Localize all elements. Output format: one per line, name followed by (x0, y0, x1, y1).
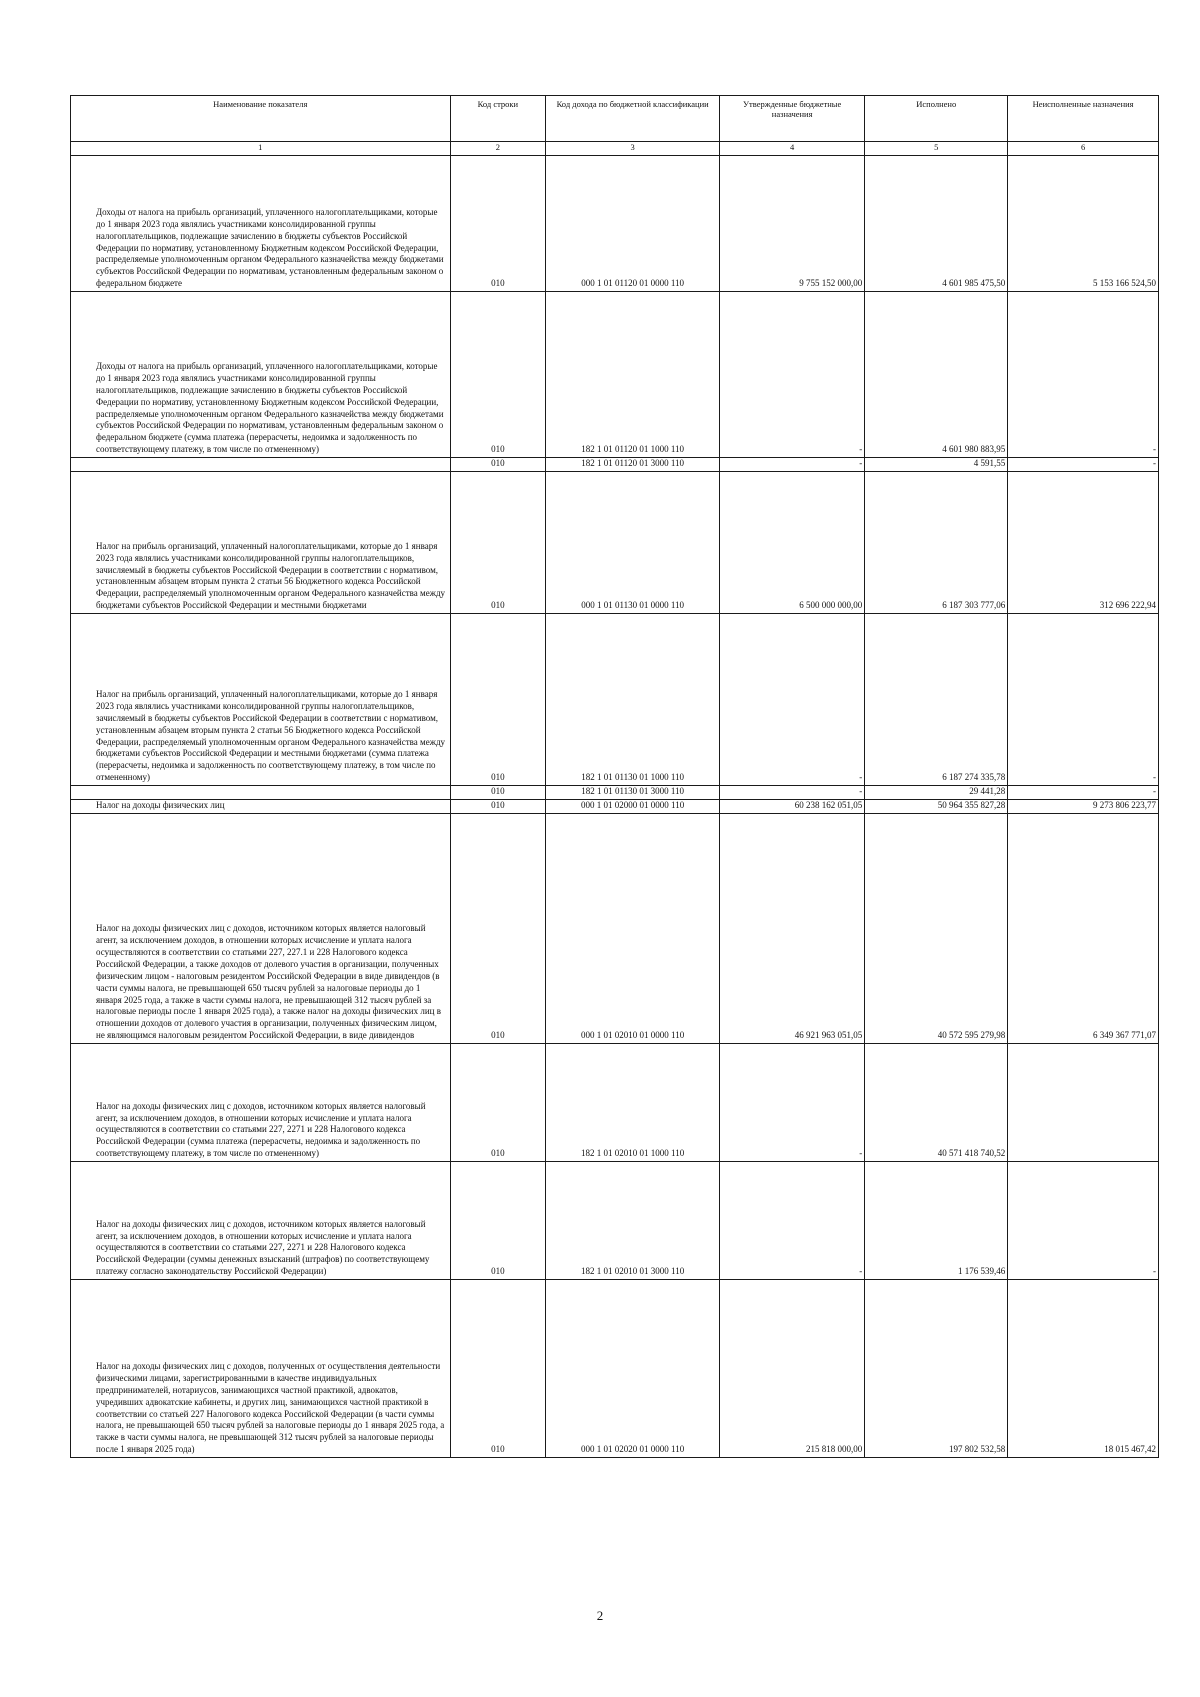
header-line-code: Код строки (450, 96, 546, 142)
line-code: 010 (450, 800, 546, 814)
executed-amount: 197 802 532,58 (865, 1280, 1008, 1458)
column-number: 2 (450, 142, 546, 156)
unexecuted-amount: - (1008, 786, 1159, 800)
approved-amount: - (720, 458, 865, 472)
unexecuted-amount: 6 349 367 771,07 (1008, 814, 1159, 1044)
table-row (71, 1162, 1159, 1280)
approved-amount: 60 238 162 051,05 (720, 800, 865, 814)
line-code: 010 (450, 472, 546, 614)
income-code: 000 1 01 02000 01 0000 110 (546, 800, 720, 814)
table-row (71, 1280, 1159, 1458)
income-code: 182 1 01 01130 01 3000 110 (546, 786, 720, 800)
approved-amount: - (720, 786, 865, 800)
approved-amount: - (720, 614, 865, 786)
executed-amount: 6 187 303 777,06 (865, 472, 1008, 614)
header-unexecuted: Неисполненные назначения (1008, 96, 1159, 142)
approved-amount: - (720, 292, 865, 458)
table-row (71, 1044, 1159, 1162)
executed-amount: 40 572 595 279,98 (865, 814, 1008, 1044)
line-code: 010 (450, 156, 546, 292)
income-code: 182 1 01 01120 01 1000 110 (546, 292, 720, 458)
indicator-name: Доходы от налога на прибыль организаций, уплаченного налогоплательщиками, которые до 1 января 2023 года являлись участниками консолидированной группы налогоплательщиков, подлежащие зачислению в бюджеты субъектов Российской Федерации по нормативу, установленному Бюджетным кодексом Российской Федерации, распределяемые уполномоченным органом Федерального казначейства между бюджетами субъектов Российской Федерации по нормативам, установленным федеральным законом о федеральном бюджете (сумма платежа (перерасчеты, недоимка и задолженность по соответствующему платежу, в том числе по отмененному) (71, 292, 451, 458)
executed-amount: 6 187 274 335,78 (865, 614, 1008, 786)
approved-amount: 6 500 000 000,00 (720, 472, 865, 614)
budget-execution-table (70, 95, 1159, 1458)
income-code: 182 1 01 01120 01 3000 110 (546, 458, 720, 472)
table-row (71, 292, 1159, 458)
header-indicator-name: Наименование показателя (71, 96, 451, 142)
table-row (71, 156, 1159, 292)
indicator-name: Налог на доходы физических лиц с доходов, источником которых является налоговый агент, за исключением доходов, в отношении которых исчисление и уплата налога осуществляются в соответствии со статьями 227, 2271 и 228 Налогового кодекса Российской Федерации (сумма платежа (перерасчеты, недоимка и задолженность по соответствующему платежу, в том числе по отмененному) (71, 1044, 451, 1162)
table-row (71, 786, 1159, 800)
executed-amount: 4 601 980 883,95 (865, 292, 1008, 458)
column-number: 5 (865, 142, 1008, 156)
line-code: 010 (450, 614, 546, 786)
column-number: 4 (720, 142, 865, 156)
unexecuted-amount: - (1008, 292, 1159, 458)
executed-amount: 4 591,55 (865, 458, 1008, 472)
executed-amount: 1 176 539,46 (865, 1162, 1008, 1280)
income-code: 000 1 01 02020 01 0000 110 (546, 1280, 720, 1458)
unexecuted-amount: 9 273 806 223,77 (1008, 800, 1159, 814)
indicator-name: Налог на доходы физических лиц (71, 800, 451, 814)
approved-amount: - (720, 1044, 865, 1162)
table-header-row (71, 96, 1159, 142)
table-row (71, 472, 1159, 614)
indicator-name: Налог на доходы физических лиц с доходов, источником которых является налоговый агент, за исключением доходов, в отношении которых исчисление и уплата налога осуществляются в соответствии со статьями 227, 2271 и 228 Налогового кодекса Российской Федерации (суммы денежных взысканий (штрафов) по соответствующему платежу согласно законодательству Российской Федерации) (71, 1162, 451, 1280)
income-code: 000 1 01 02010 01 0000 110 (546, 814, 720, 1044)
approved-amount: 46 921 963 051,05 (720, 814, 865, 1044)
income-code: 182 1 01 01130 01 1000 110 (546, 614, 720, 786)
indicator-name (71, 458, 451, 472)
income-code: 182 1 01 02010 01 3000 110 (546, 1162, 720, 1280)
unexecuted-amount: 5 153 166 524,50 (1008, 156, 1159, 292)
unexecuted-amount (1008, 1044, 1159, 1162)
line-code: 010 (450, 786, 546, 800)
indicator-name: Налог на прибыль организаций, уплаченный налогоплательщиками, которые до 1 января 2023 года являлись участниками консолидированной группы налогоплательщиков, зачисляемый в бюджеты субъектов Российской Федерации в соответствии с нормативом, установленным абзацем вторым пункта 2 статьи 56 Бюджетного кодекса Российской Федерации, распределяемый уполномоченным органом Федерального казначейства между бюджетами субъектов Российской Федерации и местными бюджетами (71, 472, 451, 614)
line-code: 010 (450, 1044, 546, 1162)
line-code: 010 (450, 292, 546, 458)
indicator-name: Налог на доходы физических лиц с доходов, источником которых является налоговый агент, за исключением доходов, в отношении которых исчисление и уплата налога осуществляются в соответствии со статьями 227, 227.1 и 228 Налогового кодекса Российской Федерации, а также доходов от долевого участия в организации, полученных физическим лицом - налоговым резидентом Российской Федерации в виде дивидендов (в части суммы налога, не превышающей 650 тысяч рублей за налоговые периоды до 1 января 2025 года, а также в части суммы налога, не превышающей 312 тысяч рублей за налоговые периоды после 1 января 2025 года), а также налог на доходы физических лиц в отношении доходов от долевого участия в организации, полученных физическим лицом, не являющимся налоговым резидентом Российской Федерации, в виде дивидендов (71, 814, 451, 1044)
income-code: 000 1 01 01120 01 0000 110 (546, 156, 720, 292)
indicator-name: Налог на доходы физических лиц с доходов, полученных от осуществления деятельности физическими лицами, зарегистрированными в качестве индивидуальных предпринимателей, нотариусов, занимающихся частной практикой, адвокатов, учредивших адвокатские кабинеты, и других лиц, занимающихся частной практикой в соответствии со статьей 227 Налогового кодекса Российской Федерации (в части суммы налога, не превышающей 650 тысяч рублей за налоговые периоды до 1 января 2025 года, а также в части суммы налога, не превышающей 312 тысяч рублей за налоговые периоды после 1 января 2025 года) (71, 1280, 451, 1458)
column-number-row (71, 142, 1159, 156)
line-code: 010 (450, 1162, 546, 1280)
column-number: 6 (1008, 142, 1159, 156)
table-row (71, 800, 1159, 814)
table-row (71, 458, 1159, 472)
executed-amount: 4 601 985 475,50 (865, 156, 1008, 292)
line-code: 010 (450, 1280, 546, 1458)
income-code: 182 1 01 02010 01 1000 110 (546, 1044, 720, 1162)
column-number: 3 (546, 142, 720, 156)
approved-amount: - (720, 1162, 865, 1280)
indicator-name: Доходы от налога на прибыль организаций, уплаченного налогоплательщиками, которые до 1 января 2023 года являлись участниками консолидированной группы налогоплательщиков, подлежащие зачислению в бюджеты субъектов Российской Федерации по нормативу, установленному Бюджетным кодексом Российской Федерации, распределяемые уполномоченным органом Федерального казначейства между бюджетами субъектов Российской Федерации по нормативам, установленным федеральным законом о федеральном бюджете (71, 156, 451, 292)
executed-amount: 50 964 355 827,28 (865, 800, 1008, 814)
approved-amount: 9 755 152 000,00 (720, 156, 865, 292)
indicator-name: Налог на прибыль организаций, уплаченный налогоплательщиками, которые до 1 января 2023 года являлись участниками консолидированной группы налогоплательщиков, зачисляемый в бюджеты субъектов Российской Федерации в соответствии с нормативом, установленным абзацем вторым пункта 2 статьи 56 Бюджетного кодекса Российской Федерации, распределяемый уполномоченным органом Федерального казначейства между бюджетами субъектов Российской Федерации и местными бюджетами (сумма платежа (перерасчеты, недоимка и задолженность по соответствующему платежу, в том числе по отмененному) (71, 614, 451, 786)
header-approved: Утвержденные бюджетные назначения (720, 96, 865, 142)
unexecuted-amount: 312 696 222,94 (1008, 472, 1159, 614)
page-number: 2 (596, 1608, 604, 1623)
table-row (71, 814, 1159, 1044)
unexecuted-amount: - (1008, 614, 1159, 786)
executed-amount: 29 441,28 (865, 786, 1008, 800)
indicator-name (71, 786, 451, 800)
line-code: 010 (450, 458, 546, 472)
approved-amount: 215 818 000,00 (720, 1280, 865, 1458)
income-code: 000 1 01 01130 01 0000 110 (546, 472, 720, 614)
header-executed: Исполнено (865, 96, 1008, 142)
unexecuted-amount: - (1008, 1162, 1159, 1280)
column-number: 1 (71, 142, 451, 156)
line-code: 010 (450, 814, 546, 1044)
unexecuted-amount: - (1008, 458, 1159, 472)
unexecuted-amount: 18 015 467,42 (1008, 1280, 1159, 1458)
executed-amount: 40 571 418 740,52 (865, 1044, 1008, 1162)
header-income-code: Код дохода по бюджетной классификации (546, 96, 720, 142)
table-row (71, 614, 1159, 786)
